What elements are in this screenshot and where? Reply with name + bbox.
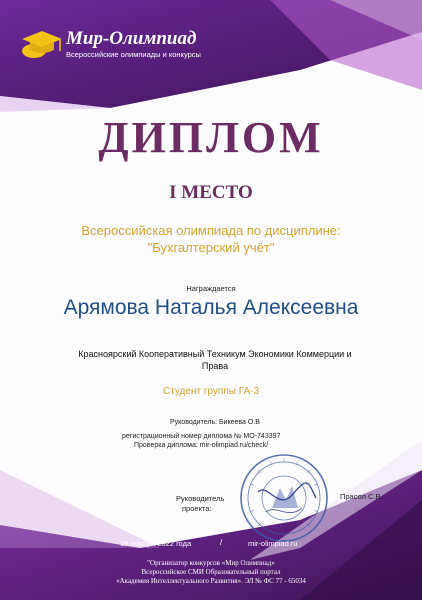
logo-subtitle: Всероссийские олимпиады и конкурсы (66, 50, 201, 59)
check-url: Проверка диплома: mir-olimpiad.ru/check/ (134, 442, 269, 449)
supervisor-line: Руководитель: Бикеева О.В (170, 419, 260, 426)
recipient-name: Арямова Наталья Алексеевна (63, 296, 359, 319)
footer-line-1: "Организатор конкурсов «Мир Олимпиад» (147, 559, 275, 567)
website-label: mir-olimpiad.ru (248, 539, 298, 548)
signature-label-line-2: проекта: (182, 504, 212, 513)
date-separator: / (220, 538, 223, 547)
footer-line-2: Всероссийское СМИ Образовательный портал (141, 568, 281, 576)
institution-name (56, 348, 374, 372)
round-seal-icon (238, 452, 330, 544)
graduation-cap-icon (20, 27, 64, 63)
organizer-footer (0, 559, 422, 586)
institution-line-1: Красноярский Кооперативный Техникум Экономики Коммерции и (78, 349, 352, 359)
issue-date: 18 ноября 2022 года (120, 539, 192, 548)
registration-number: регистрационный номер диплома № МО-743397 (122, 433, 281, 440)
student-group: Студент группы ГА-3 (162, 386, 260, 397)
signature-label-line-1: Руководитель (176, 494, 225, 503)
footer-line-3: «Академия Интеллектуального Развития». ЭЛ № ФС 77 - 65034 (116, 577, 306, 585)
awarded-label: Награждается (186, 284, 236, 293)
olympiad-name (30, 222, 392, 256)
logo-title: Мир-Олимпиад (66, 28, 197, 49)
place-label: I МЕСТО (169, 182, 253, 203)
signer-name: Прасол С.В. (340, 492, 383, 501)
olympiad-line-2: "Бухгалтерский учёт" (147, 240, 275, 255)
institution-line-2: Права (201, 361, 229, 371)
diploma-title: ДИПЛОМ (98, 113, 324, 162)
olympiad-line-1: Всероссийская олимпиада по дисциплине: (81, 223, 341, 238)
